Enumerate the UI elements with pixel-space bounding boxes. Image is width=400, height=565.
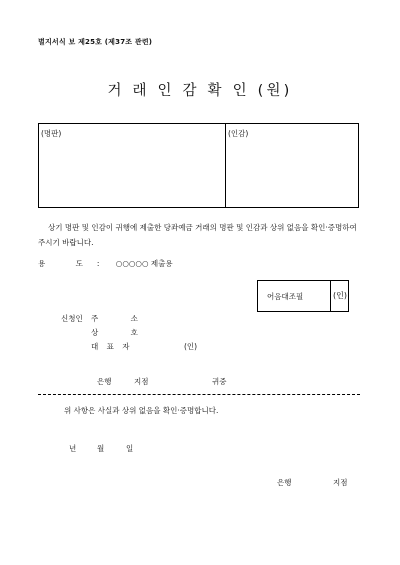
- representative-seal: (인): [184, 342, 198, 351]
- seal-box-divider: [225, 124, 226, 207]
- purpose-label: 용 도:: [38, 259, 114, 268]
- bill-check-box: [257, 280, 349, 312]
- date-day: 일: [126, 444, 134, 453]
- date-year: 년: [69, 444, 77, 453]
- bill-box-divider: [330, 281, 331, 311]
- seal-box: [38, 123, 359, 208]
- name-plate-label: (명판): [41, 129, 62, 138]
- applicant-label: 신청인: [61, 314, 83, 323]
- company-name-label: 상 호: [91, 328, 153, 337]
- form-number: 별지서식 보 제25호 (제37조 관련): [38, 38, 153, 46]
- cut-line: [38, 394, 360, 395]
- purpose-line: [38, 258, 173, 269]
- bill-check-seal: (인): [333, 291, 347, 300]
- issuing-bank: 은행: [277, 478, 292, 487]
- request-text: 상기 명판 및 인감이 귀행에 제출한 당좌예금 거래의 명판 및 인감과 상위 없음을 확인·증명하여 주시기 바랍니다.: [38, 223, 357, 247]
- addressee-dear: 귀중: [212, 377, 227, 386]
- date-month: 월: [97, 444, 105, 453]
- purpose-value: ○○○○○ 제출용: [115, 259, 173, 268]
- document-title: 거 래 인 감 확 인 (원): [107, 83, 293, 99]
- representative-label: 대 표 자: [91, 342, 133, 351]
- bill-check-label: 어음대조필: [267, 292, 304, 301]
- addressee-branch: 지점: [134, 377, 149, 386]
- address-label: 주 소: [91, 314, 153, 323]
- confirmation-text: 위 사항은 사실과 상위 없음을 확인·증명합니다.: [64, 406, 219, 415]
- seal-stamp-label: (인감): [228, 129, 249, 138]
- addressee-bank: 은행: [97, 377, 112, 386]
- issuing-branch: 지점: [333, 478, 348, 487]
